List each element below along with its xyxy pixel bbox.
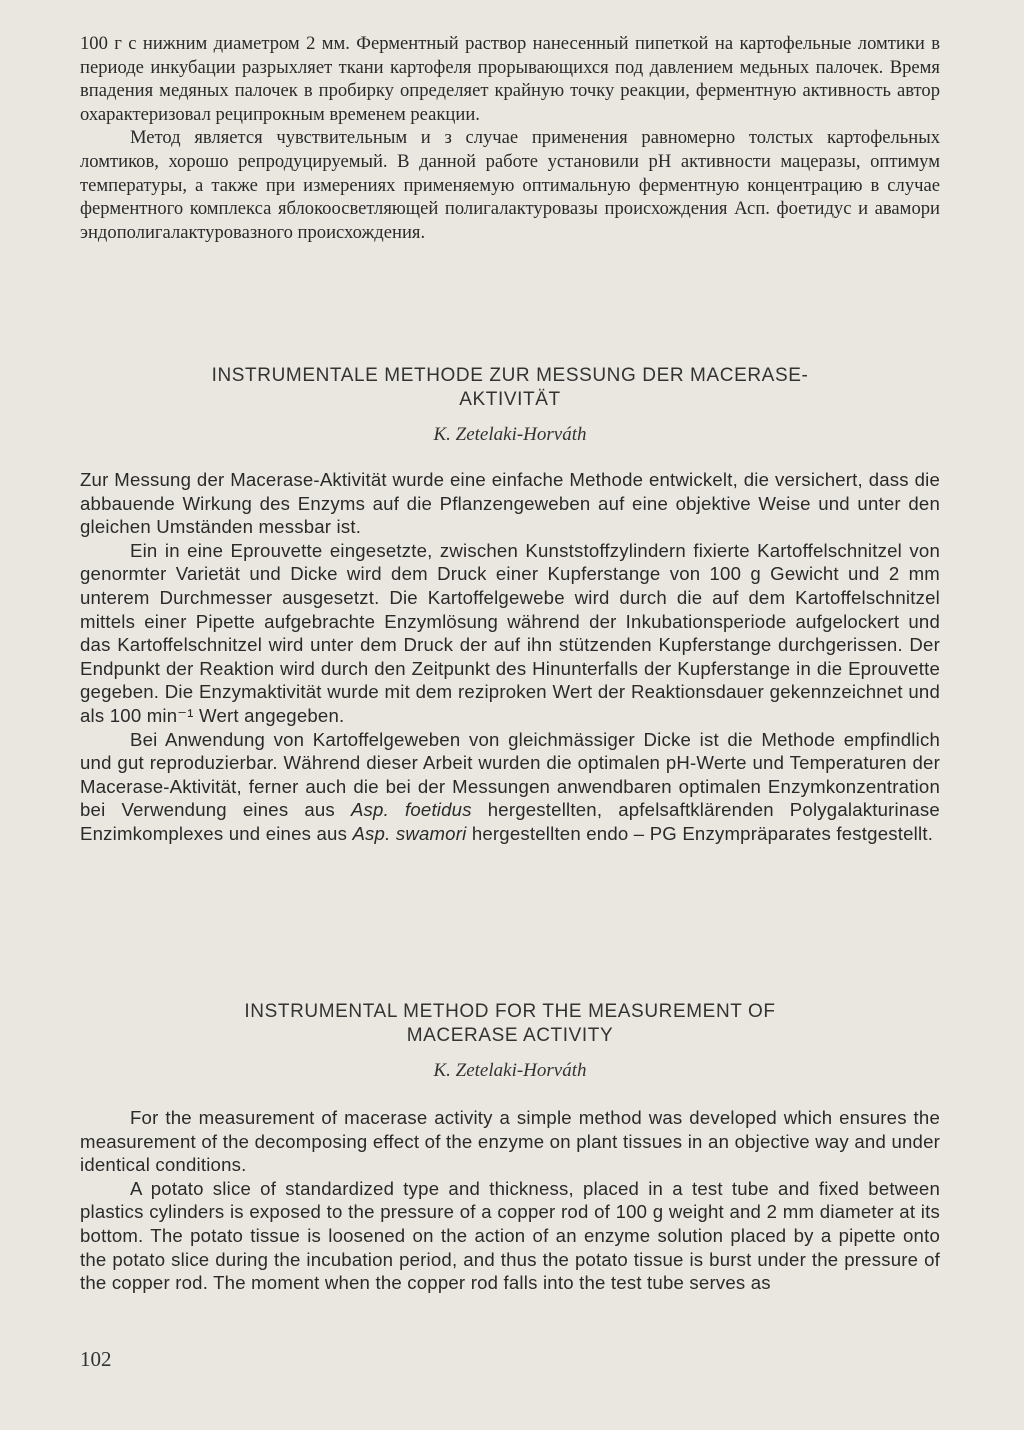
german-title [80,364,940,412]
russian-summary [80,32,940,244]
german-paragraph-2: Ein in eine Eprouvette eingesetzte, zwischen Kunststoffzylindern fixierte Kartoffelschnitzel von genormter Varietät und Dicke wird dem Druck einer Kupferstange von 100 g Gewicht und 2 mm unterem Durchmesser ausgesetzt. Die Kartoffelgewebe wird durch die auf dem Kartoffelschnitzel mittels einer Pipette aufgebrachte Enzymlösung während der Inkubationsperiode aufgelockert und das Kartoffelschnitzel wird unter dem Druck der auf ihn stützenden Kupferstange durchgerissen. Der Endpunkt der Reaktion wird durch den Zeitpunkt des Hinunterfalls der Kupferstange in die Eprouvette gegeben. Die Enzymaktivität wurde mit dem reziproken Wert der Reaktionsdauer gekennzeichnet und als 100 min⁻¹ Wert angegeben. [80,539,940,726]
german-paragraph-3-text-a: Bei Anwendung von Kartoffelgeweben von gleichmässiger Dicke ist die Methode empfindlich und gut reproduzierbar. Während dieser Arbeit wurden die optimalen pH-Werte und Temperaturen der Macerase-Aktivität, ferner auch die bei der Messungen anwendbaren optimalen Enzymkonzentration bei Verwendung eines aus [80,728,940,821]
page-number: 102 [80,1347,112,1371]
german-summary [80,468,940,846]
english-paragraph-2: A potato slice of standardized type and thickness, placed in a test tube and fixed between plastics cylinders is exposed to the pressure of a copper rod of 100 g weight and 2 mm diameter at its bottom. The potato tissue is loosened on the action of an enzyme solution placed by a pipette onto the potato slice during the incubation period, and thus the potato tissue is burst under the pressure of the copper rod. The moment when the copper rod falls into the test tube serves as [80,1177,940,1294]
german-title-line-1: INSTRUMENTALE METHODE ZUR MESSUNG DER MACERASE- [211,365,809,386]
english-author: K. Zetelaki-Horváth [433,1060,587,1081]
german-paragraph-1: Zur Messung der Macerase-Aktivität wurde eine einfache Methode entwickelt, die versichert, dass die abbauende Wirkung des Enzyms auf die Pflanzengeweben auf eine objektive Weise und unter den gleichen Umständen messbar ist. [80,469,940,538]
german-author: K. Zetelaki-Horváth [433,424,587,445]
german-paragraph-3-text-b: hergestellten, apfelsaftklärenden Polygalakturinase Enzimkomplexes und eines aus [80,799,940,844]
german-paragraph-3 [80,728,940,846]
german-paragraph-3-text-c: hergestellten endo – PG Enzympräparates festgestellt. [466,822,934,844]
russian-paragraph-1: 100 г с нижним диаметром 2 мм. Ферментный раствор нанесенный пипеткой на картофельные ломтики в периоде инкубации разрыхляет ткани картофеля прорывающихся под давлением медьных палочек. Время впадения медяных палочек в пробирку определяет крайную точку реакции, ферментную активность автор охарактеризовал реципрокным временем реакции. [80,33,940,125]
english-summary [80,1106,940,1295]
russian-paragraph-2: Метод является чувствительным и з случае применения равномерно толстых картофельных ломтиков, хорошо репродуцируемый. В данной работе установили pH активности мацеразы, оптимум температуры, а также при измерениях применяемую оптимальную ферментную концентрацию в случае ферментного комплекса яблокоосветляющей полигалактуровазы происхождения Асп. фоетидус и авамори эндополигалактуровазного происхождения. [80,127,940,243]
english-title [80,1000,940,1048]
english-title-line-1: INSTRUMENTAL METHOD FOR THE MEASUREMENT OF [244,1001,776,1022]
german-title-line-2: AKTIVITÄT [459,389,561,410]
english-title-line-2: MACERASE ACTIVITY [406,1025,614,1046]
english-paragraph-1: For the measurement of macerase activity a simple method was developed which ensures the measurement of the decomposing effect of the enzyme on plant tissues in an objective way and under identical conditions. [80,1107,940,1176]
german-species-foetidus: Asp. foetidus [350,799,472,821]
german-species-swamori: Asp. swamori [352,822,467,844]
